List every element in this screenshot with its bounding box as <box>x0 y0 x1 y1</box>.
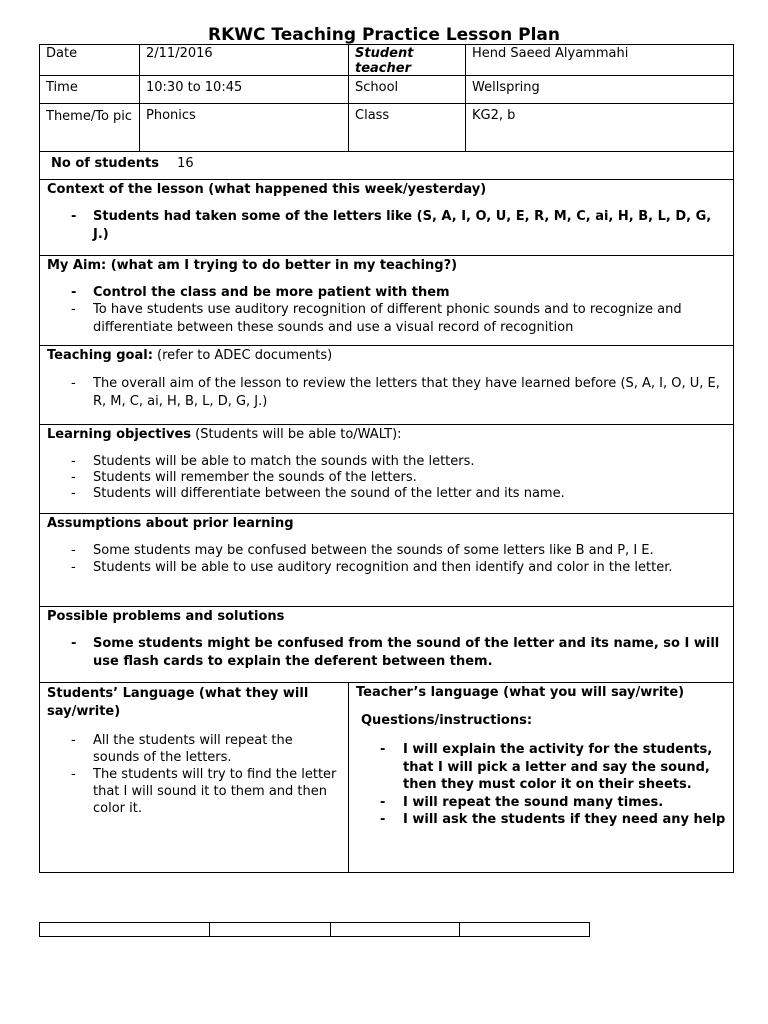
assumptions-list <box>47 543 726 577</box>
list-item: - Students had taken some of the letters like (S, A, I, O, U, E, R, M, C, ai, H, B, L, D, G, J.) <box>47 208 726 244</box>
list-item: - Students will be able to match the sounds with the letters. <box>47 454 726 470</box>
list-item: - I will explain the activity for the students, that I will pick a letter and say the sound, then they must color it on their sheets. <box>356 741 726 794</box>
footer-empty-table <box>39 922 590 937</box>
list-item: - To have students use auditory recognition of different phonic sounds and to recognize and differentiate between these sounds and use a visual record of recognition <box>47 301 726 337</box>
section-problems <box>40 607 733 683</box>
row-date <box>40 45 733 76</box>
footer-cell <box>210 923 331 936</box>
section-context <box>40 180 733 256</box>
context-list <box>47 208 726 244</box>
teacher-language-list <box>356 741 726 829</box>
class-value: KG2, b <box>472 108 516 123</box>
goal-heading: Teaching goal: <box>47 348 153 363</box>
students-value: 16 <box>177 156 194 171</box>
footer-cell <box>460 923 589 936</box>
goal-heading-note: (refer to ADEC documents) <box>152 348 333 363</box>
list-item: - I will ask the students if they need any help <box>356 811 726 829</box>
students-language-heading: Students’ Language (what they will say/write) <box>47 686 309 719</box>
class-label: Class <box>349 104 466 151</box>
objectives-heading-note: (Students will be able to/WALT): <box>191 427 402 442</box>
context-heading: Context of the lesson (what happened this week/yesterday) <box>47 182 487 197</box>
assumptions-heading: Assumptions about prior learning <box>47 516 294 531</box>
lesson-plan-table <box>39 44 734 873</box>
row-theme <box>40 104 733 152</box>
section-aim <box>40 256 733 346</box>
section-assumptions <box>40 514 733 607</box>
list-item: - Some students may be confused between the sounds of some letters like B and P, I E. <box>47 543 726 559</box>
students-language-list <box>47 732 341 817</box>
goal-list <box>47 375 726 411</box>
list-item: - Some students might be confused from the sound of the letter and its name, so I will use flash cards to explain the deferent between them. <box>47 635 726 671</box>
document-title: RKWC Teaching Practice Lesson Plan <box>208 25 560 45</box>
students-label: No of students <box>51 156 159 171</box>
date-label: Date <box>40 45 140 75</box>
section-goal <box>40 346 733 425</box>
theme-label: Theme/To pic <box>40 104 140 151</box>
aim-heading: My Aim: (what am I trying to do better in my teaching?) <box>47 258 458 273</box>
school-label: School <box>349 76 466 103</box>
students-language-cell <box>40 683 349 872</box>
theme-value: Phonics <box>140 104 349 151</box>
list-item: - The overall aim of the lesson to review the letters that they have learned before (S, A, I, O, U, E, R, M, C, ai, H, B, L, D, G, J.) <box>47 375 726 411</box>
row-students <box>40 152 733 180</box>
student-teacher-value: Hend Saeed Alyammahi <box>472 46 629 61</box>
problems-heading: Possible problems and solutions <box>47 609 285 624</box>
teacher-language-heading: Teacher’s language (what you will say/write) <box>356 685 685 700</box>
list-item: - Control the class and be more patient with them <box>47 285 726 301</box>
footer-cell <box>331 923 461 936</box>
list-item: - All the students will repeat the sounds of the letters. <box>47 732 341 766</box>
objectives-list <box>47 454 726 502</box>
teacher-language-cell <box>349 683 733 872</box>
list-item: - I will repeat the sound many times. <box>356 794 726 812</box>
time-value: 10:30 to 10:45 <box>140 76 349 103</box>
list-item: - Students will remember the sounds of the letters. <box>47 470 726 486</box>
row-time <box>40 76 733 104</box>
objectives-heading: Learning objectives <box>47 427 191 442</box>
section-objectives <box>40 425 733 514</box>
list-item: - Students will differentiate between the sound of the letter and its name. <box>47 486 726 502</box>
school-value: Wellspring <box>472 80 540 95</box>
problems-list <box>47 635 726 671</box>
aim-list <box>47 285 726 337</box>
date-value: 2/11/2016 <box>140 45 349 75</box>
teacher-language-subheading: Questions/instructions: <box>361 713 533 728</box>
footer-cell <box>40 923 210 936</box>
section-language <box>40 683 733 872</box>
time-label: Time <box>40 76 140 103</box>
list-item: - Students will be able to use auditory recognition and then identify and color in the letter. <box>47 559 726 577</box>
list-item: - The students will try to find the letter that I will sound it to them and then color it. <box>47 766 341 817</box>
student-teacher-label: Student teacher <box>349 45 466 75</box>
